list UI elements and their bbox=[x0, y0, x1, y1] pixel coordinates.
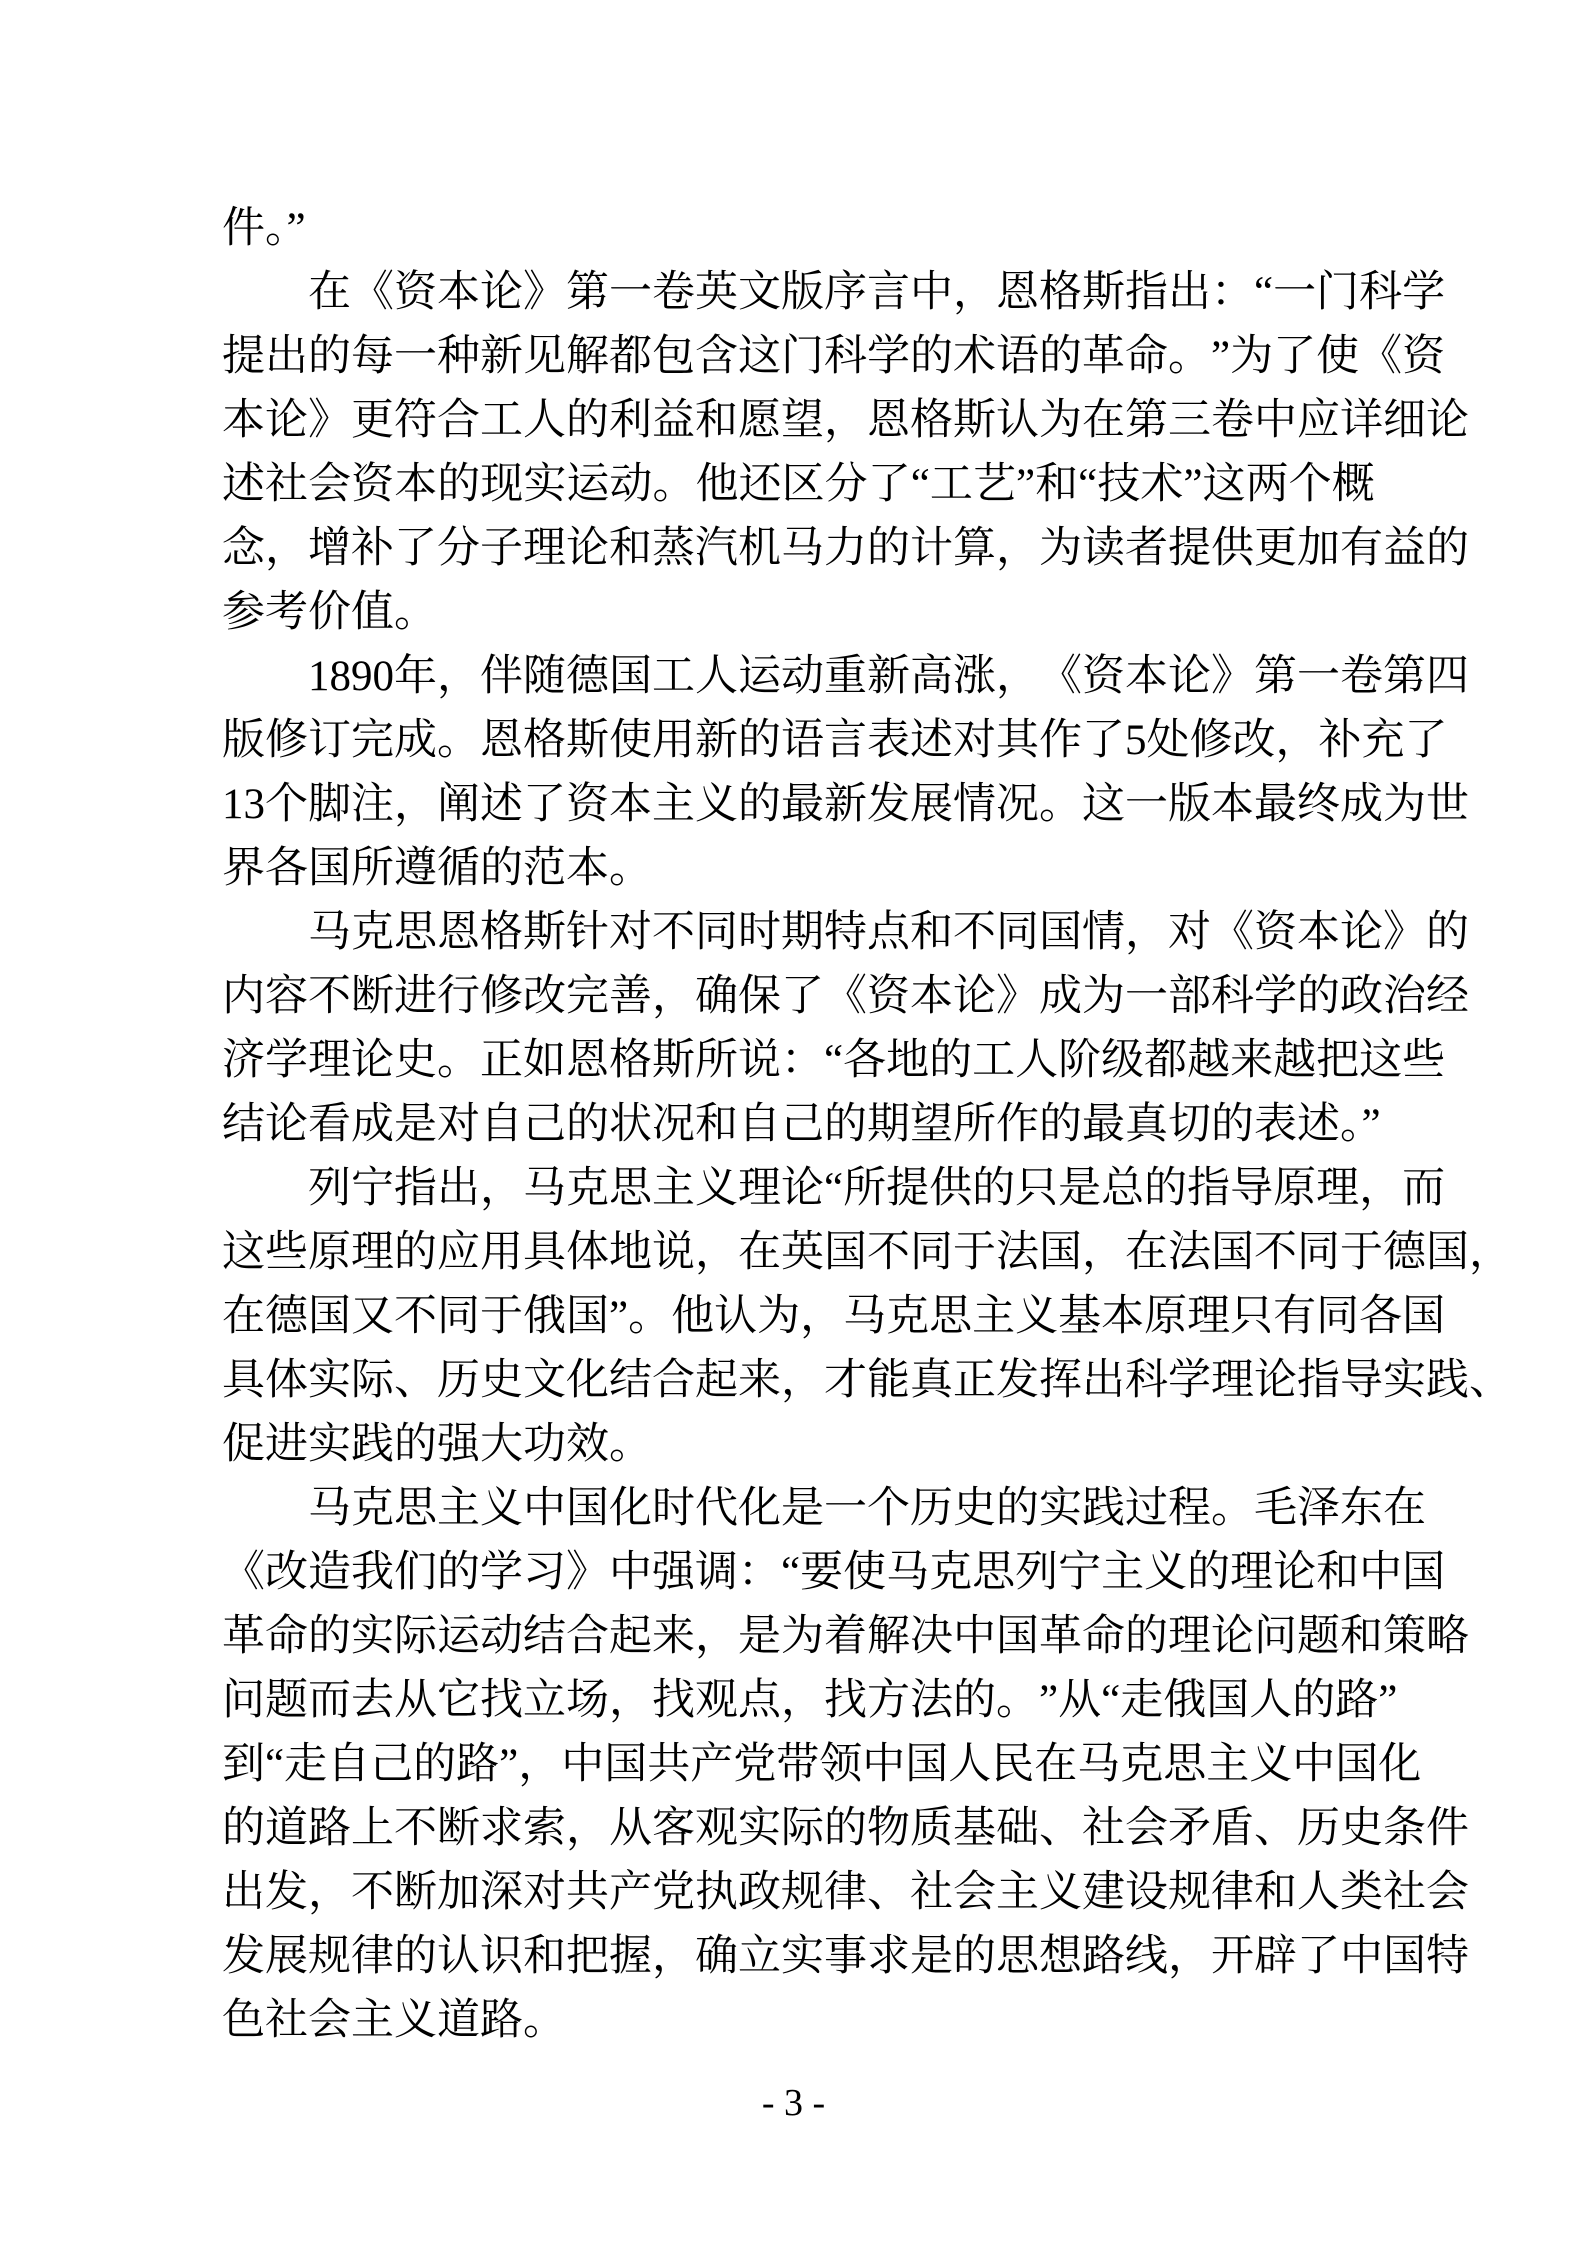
text-line: 出 发 ， 不 断 加 深 对 共 产 党 执 政 规 律 、 社 会 主 义 建 设 规 律 和 人 类 社 会 bbox=[222, 1869, 1469, 1916]
text-line: 版 修 订 完 成 。 恩 格 斯 使 用 新 的 语 言 表 述 对 其 作 了 5 处 修 改 ， 补 充 了 bbox=[222, 717, 1448, 764]
text-line: 马 克 思 恩 格 斯 针 对 不 同 时 期 特 点 和 不 同 国 情 ， 对 《 资 本 论 》 的 bbox=[308, 909, 1469, 956]
text-line: 济 学 理 论 史 。 正 如 恩 格 斯 所 说 ： “ 各 地 的 工 人 阶 级 都 越 来 越 把 这 些 bbox=[222, 1037, 1446, 1084]
text-line: 界各国所遵循的范本。 bbox=[222, 845, 652, 892]
text-line: 马 克 思 主 义 中 国 化 时 代 化 是 一 个 历 史 的 实 践 过 程 。 毛 泽 东 在 bbox=[308, 1485, 1426, 1532]
text-line: 提 出 的 每 一 种 新 见 解 都 包 含 这 门 科 学 的 术 语 的 革 命 。 ” 为 了 使 《 资 bbox=[222, 333, 1446, 380]
text-line: 述 社 会 资 本 的 现 实 运 动 。 他 还 区 分 了 “ 工 艺 ” 和 “ 技 术 ” 这 两 个 概 bbox=[222, 461, 1375, 508]
text-line: 13 个 脚 注 ， 阐 述 了 资 本 主 义 的 最 新 发 展 情 况 。 这 一 版 本 最 终 成 为 世 bbox=[222, 781, 1469, 828]
text-line: 具 体 实 际 、 历 史 文 化 结 合 起 来 ， 才 能 真 正 发 挥 出 科 学 理 论 指 导 实 践 、 bbox=[222, 1357, 1512, 1404]
text-line: 革 命 的 实 际 运 动 结 合 起 来 ， 是 为 着 解 决 中 国 革 命 的 理 论 问 题 和 策 略 bbox=[222, 1613, 1469, 1660]
text-line: 结论看成是对自己的状况和自己的期望所作的最真切的表述。” bbox=[222, 1101, 1381, 1148]
text-line: 参考价值。 bbox=[222, 589, 437, 636]
text-line: 发 展 规 律 的 认 识 和 把 握 ， 确 立 实 事 求 是 的 思 想 路 线 ， 开 辟 了 中 国 特 bbox=[222, 1933, 1469, 1980]
text-line: 在 德 国 又 不 同 于 俄 国 ” 。 他 认 为 ， 马 克 思 主 义 基 本 原 理 只 有 同 各 国 bbox=[222, 1293, 1446, 1340]
text-line: 促进实践的强大功效。 bbox=[222, 1421, 652, 1468]
text-line: 1890 年 ， 伴 随 德 国 工 人 运 动 重 新 高 涨 ， 《 资 本 论 》 第 一 卷 第 四 bbox=[308, 653, 1469, 700]
text-line: 列 宁 指 出 ， 马 克 思 主 义 理 论 “ 所 提 供 的 只 是 总 的 指 导 原 理 ， 而 bbox=[308, 1165, 1446, 1212]
text-line: 念 ， 增 补 了 分 子 理 论 和 蒸 汽 机 马 力 的 计 算 ， 为 读 者 提 供 更 加 有 益 的 bbox=[222, 525, 1469, 572]
text-line: 问 题 而 去 从 它 找 立 场 ， 找 观 点 ， 找 方 法 的 。 ” 从 “ 走 俄 国 人 的 路 ” bbox=[222, 1677, 1398, 1724]
text-line: 的 道 路 上 不 断 求 索 ， 从 客 观 实 际 的 物 质 基 础 、 社 会 矛 盾 、 历 史 条 件 bbox=[222, 1805, 1469, 1852]
text-line: 到 “ 走 自 己 的 路 ” ， 中 国 共 产 党 带 领 中 国 人 民 在 马 克 思 主 义 中 国 化 bbox=[222, 1741, 1422, 1788]
text-line: 这 些 原 理 的 应 用 具 体 地 说 ， 在 英 国 不 同 于 法 国 ， 在 法 国 不 同 于 德 国 ， bbox=[222, 1229, 1512, 1276]
text-line: 色社会主义道路。 bbox=[222, 1997, 566, 2044]
text-line: 件。” bbox=[222, 205, 306, 252]
text-line: 本 论 》 更 符 合 工 人 的 利 益 和 愿 望 ， 恩 格 斯 认 为 在 第 三 卷 中 应 详 细 论 bbox=[222, 397, 1469, 444]
text-line: 在 《 资 本 论 》 第 一 卷 英 文 版 序 言 中 ， 恩 格 斯 指 出 ： “ 一 门 科 学 bbox=[308, 269, 1446, 316]
page-number: - 3 - bbox=[761, 2082, 826, 2124]
text-line: 《 改 造 我 们 的 学 习 》 中 强 调 ： “ 要 使 马 克 思 列 宁 主 义 的 理 论 和 中 国 bbox=[222, 1549, 1446, 1596]
text-line: 内 容 不 断 进 行 修 改 完 善 ， 确 保 了 《 资 本 论 》 成 为 一 部 科 学 的 政 治 经 bbox=[222, 973, 1469, 1020]
text-body bbox=[222, 197, 1512, 2053]
